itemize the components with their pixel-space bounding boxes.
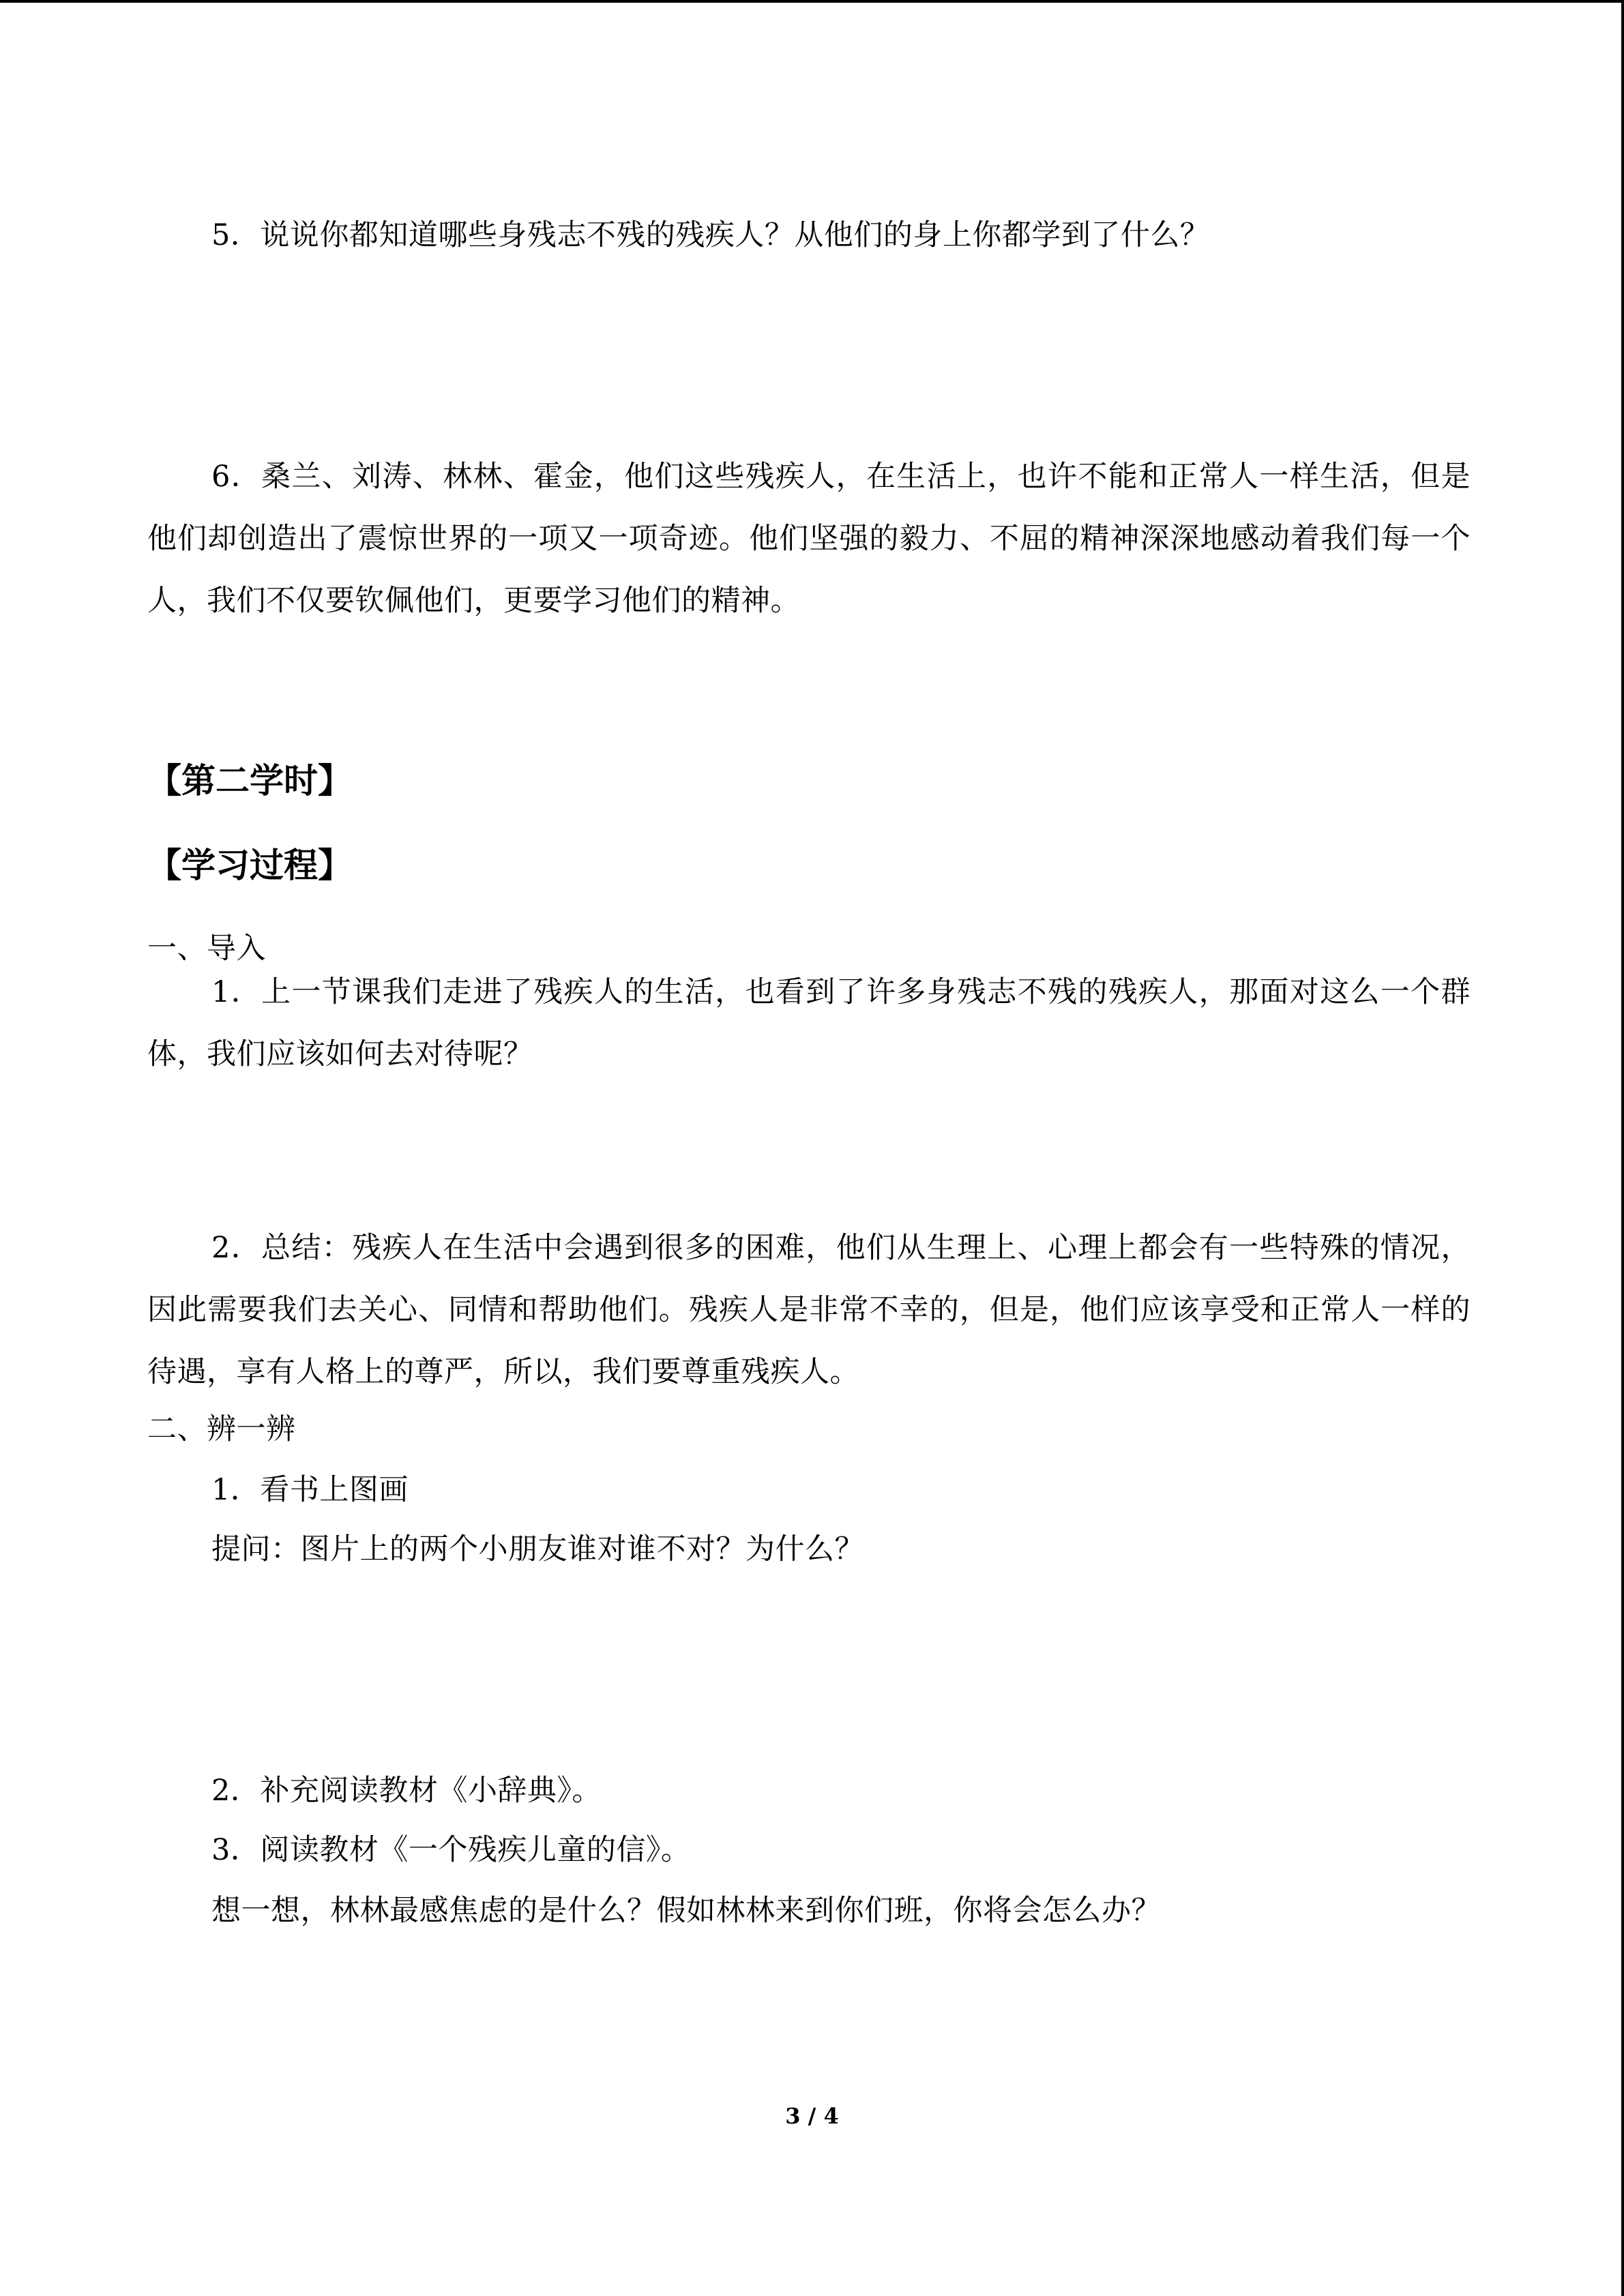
heading-learning-process: 【学习过程】 [147, 846, 352, 885]
discern-question: 提问：图片上的两个小朋友谁对谁不对？为什么？ [211, 1532, 864, 1566]
question-5: 5．说说你都知道哪些身残志不残的残疾人？从他们的身上你都学到了什么？ [211, 218, 1210, 252]
discern-item-2: 2．补充阅读教材《小辞典》。 [211, 1774, 602, 1808]
question-6: 6．桑兰、刘涛、林林、霍金，他们这些残疾人，在生活上，也许不能和正常人一样生活，但是他们却创造出了震惊世界的一项又一项奇迹。他们坚强的毅力、不屈的精神深深地感动着我们每一个人，我们不仅要钦佩他们，更要学习他们的精神。 [147, 460, 1471, 618]
section-discern-title: 二、辨一辨 [147, 1412, 296, 1446]
section-intro-title: 一、导入 [147, 931, 266, 966]
intro-item-1: 1．上一节课我们走进了残疾人的生活，也看到了许多身残志不残的残疾人，那面对这么一个群体，我们应该如何去对待呢？ [147, 975, 1471, 1071]
discern-item-3: 3．阅读教材《一个残疾儿童的信》。 [211, 1833, 691, 1867]
page-right-border [1621, 0, 1624, 2296]
intro-item-2-summary: 2．总结：残疾人在生活中会遇到很多的困难，他们从生理上、心理上都会有一些特殊的情况，因此需要我们去关心、同情和帮助他们。残疾人是非常不幸的，但是，他们应该享受和正常人一样的待遇，享有人格上的尊严，所以，我们要尊重残疾人。 [147, 1231, 1471, 1389]
discern-think: 想一想，林林最感焦虑的是什么？假如林林来到你们班，你将会怎么办？ [211, 1894, 1161, 1928]
page-top-border [0, 0, 1624, 3]
discern-item-1: 1．看书上图画 [211, 1473, 409, 1507]
heading-second-lesson: 【第二学时】 [147, 761, 352, 801]
page-number: 3 / 4 [785, 2103, 839, 2129]
